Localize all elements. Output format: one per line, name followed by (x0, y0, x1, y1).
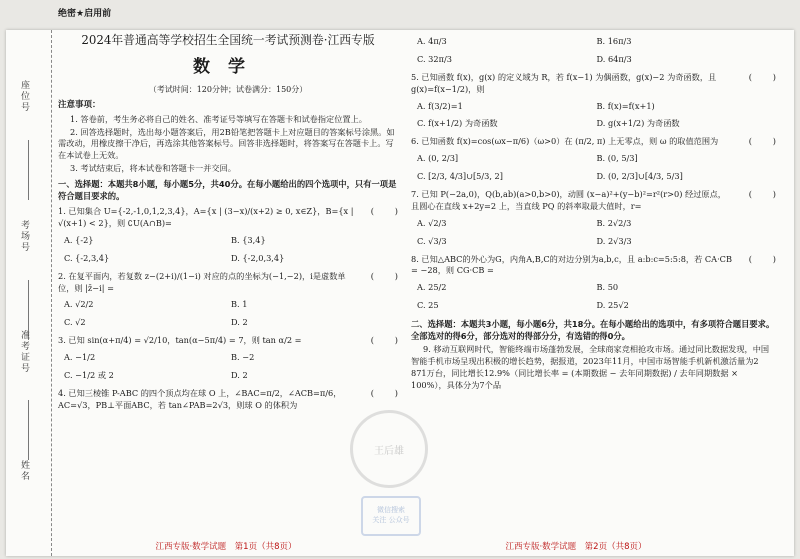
option: A. √2/3 (417, 217, 447, 228)
question (58, 206, 398, 230)
note-item: 2. 回答选择题时，选出每小题答案后，用2B铅笔把答题卡上对应题目的答案标号涂黑。如需改动，用橡皮擦干净后，再选涂其他答案标号。回答非选择题时，将答案写在答题卡上。写在本试卷上无效。 (58, 126, 395, 161)
option: C. √2 (64, 317, 86, 328)
question (411, 72, 776, 96)
question (411, 254, 776, 278)
option: A. 4π/3 (417, 36, 447, 46)
option: A. 25/2 (417, 282, 447, 293)
exam-title: 2024年普通高等学校招生全国统一考试预测卷·江西专版 (81, 33, 375, 47)
option-grid (417, 101, 776, 131)
answer-bracket: ( ) (748, 136, 776, 147)
binding-room: 考场号 (19, 220, 29, 253)
option: D. 2 (231, 317, 248, 328)
option: B. (0, 5/3] (596, 153, 638, 164)
option-grid (64, 299, 398, 329)
option: A. (0, 2/3] (417, 153, 459, 164)
binding-margin (6, 30, 52, 556)
note-item: 3. 考试结束后，将本试卷和答题卡一并交回。 (70, 163, 236, 174)
option: C. 32π/3 (417, 53, 452, 64)
option-grid (417, 282, 776, 312)
answer-bracket: ( ) (748, 253, 776, 264)
option: B. 50 (596, 282, 619, 293)
option: B. 16π/3 (596, 36, 632, 46)
exam-meta: （考试时间：120分钟；试卷满分：150分） (148, 84, 308, 94)
option: D. 2 (231, 370, 248, 381)
question (411, 189, 776, 213)
question-stem: 3. 已知 sin(α+π/4) = √2/10，tan(α−5π/4) = 7，则 tan α/2 = (58, 335, 302, 346)
exam-page (6, 9, 794, 556)
question-stem: 6. 已知函数 f(x)=cos(ωx−π/6)（ω>0）在 (π/2, π) 上无零点，则 ω 的取值范围为 (411, 136, 719, 147)
option: D. 2√3/3 (596, 235, 632, 246)
question (411, 136, 776, 148)
binding-ticket: 准考证号 (19, 330, 29, 374)
option: B. {3,4} (231, 234, 266, 245)
answer-bracket: ( ) (370, 270, 398, 281)
secret-label: 绝密★启用前 (58, 9, 112, 19)
binding-name: 姓名 (19, 460, 29, 482)
answer-bracket: ( ) (370, 335, 398, 346)
question (58, 271, 398, 295)
option: A. f(3/2)=1 (417, 100, 463, 111)
question-stem: 2. 在复平面内，若复数 z−(2+i)/(1−i) 对应的点的坐标为(−1,−2)，i是虚数单位，则 |z̄−i| = (58, 270, 346, 293)
watermark-stamp: 王后雄 (350, 410, 428, 488)
question-stem: 1. 已知集合 U={-2,-1,0,1,2,3,4}，A={x | (3−x)/(x+2) ≥ 0, x∈Z}，B={x | √(x+1) < 2}，则 ∁U(A∩B)= (58, 206, 354, 229)
page-footer: 江西专版·数学试题 第2页（共8页） (505, 542, 647, 552)
option: A. −1/2 (64, 352, 96, 363)
option: D. 64π/3 (596, 53, 632, 64)
option: C. f(x+1/2) 为奇函数 (417, 118, 498, 129)
option: B. 2√2/3 (596, 217, 632, 228)
question (58, 335, 398, 347)
question (58, 388, 398, 412)
question-stem: 8. 已知△ABC的外心为G，内角A,B,C的对边分别为a,b,c，且 a:b:c=5:5:8，若 CA·CB = −28，则 CG·CB = (411, 253, 732, 276)
section-heading: 二、选择题：本题共3小题，每小题6分，共18分。在每小题给出的选项中，有多项符合题目要求。全部选对的得6分，部分选对的得部分分，有选错的得0分。 (411, 319, 775, 342)
note-item: 1. 答卷前，考生务必将自己的姓名、准考证号等填写在答题卡和试卷指定位置上。 (70, 113, 367, 124)
question-stem: 5. 已知函数 f(x)，g(x) 的定义域为 R，若 f(x−1) 为偶函数，g(x)−2 为奇函数，且 g(x)=f(x−1/2)，则 (411, 71, 717, 94)
answer-bracket: ( ) (370, 206, 398, 217)
option: C. √3/3 (417, 235, 447, 246)
option: B. f(x)=f(x+1) (596, 100, 655, 111)
answer-bracket: ( ) (370, 387, 398, 398)
section-heading: 一、选择题：本题共8小题，每小题5分，共40分。在每小题给出的四个选项中，只有一项是符合题目要求的。 (58, 179, 397, 202)
binding-line (28, 140, 29, 200)
option: B. −2 (231, 352, 255, 363)
option: D. {-2,0,3,4} (231, 252, 285, 263)
option-grid (64, 352, 398, 382)
option: D. (0, 2/3]∪[4/3, 5/3] (596, 171, 683, 182)
option: C. [2/3, 4/3]∪[5/3, 2] (417, 171, 503, 182)
option: D. g(x+1/2) 为奇函数 (596, 118, 680, 129)
binding-seat: 座位号 (19, 80, 29, 113)
option-grid (417, 153, 776, 183)
option: A. {-2} (64, 234, 94, 245)
left-column (58, 30, 398, 414)
option: B. 1 (231, 299, 248, 310)
page-footer: 江西专版·数学试题 第1页（共8页） (155, 542, 297, 552)
option-grid (64, 235, 398, 265)
question-stem: 7. 已知 P(−2a,0)，Q(b,ab)(a>0,b>0)，动圆 (x−a)²+(y−b)²=r²(r>0) 经过原点，且圆心在直线 x+2y=2 上，当直线 PQ 的斜率取最大值时，r= (411, 189, 726, 211)
option: C. {-2,3,4} (64, 252, 110, 263)
option: D. 25√2 (596, 300, 629, 311)
option: C. 25 (417, 300, 439, 311)
answer-bracket: ( ) (748, 189, 776, 200)
binding-line (28, 400, 29, 460)
badge-line: 关注 公众号 (372, 516, 410, 524)
question-stem: 4. 已知三棱锥 P-ABC 的四个顶点均在球 O 上，∠BAC=π/2，∠ACB=π/6，AC=√3，PB⊥平面ABC，若 tan∠PAB=2√3，则球 O 的体积为 (58, 387, 342, 410)
question-stem: 9. 移动互联网时代，智能终端市场蓬勃发展，全球商家竞相抢攻市场。通过同比数据发现，中国智能手机市场呈现出积极的增长趋势，据报道，2023年11月，中国市场智能手机新机激活量为2 871万台，同比增长12.9%（同比增长率 = (本期数据 − 去年同期数据) / 去年同期数据 × 100%），具体分为7个品 (411, 344, 770, 390)
option: A. √2/2 (64, 299, 94, 310)
notes-heading: 注意事项： (58, 100, 101, 111)
answer-bracket: ( ) (748, 71, 776, 82)
option-grid (417, 218, 776, 248)
watermark-badge (361, 496, 421, 536)
option: C. −1/2 或 2 (64, 370, 114, 381)
badge-line: 微信搜索 (377, 506, 405, 515)
option-grid (417, 36, 776, 66)
right-column (411, 30, 776, 393)
subject-title: 数学 (193, 57, 263, 78)
